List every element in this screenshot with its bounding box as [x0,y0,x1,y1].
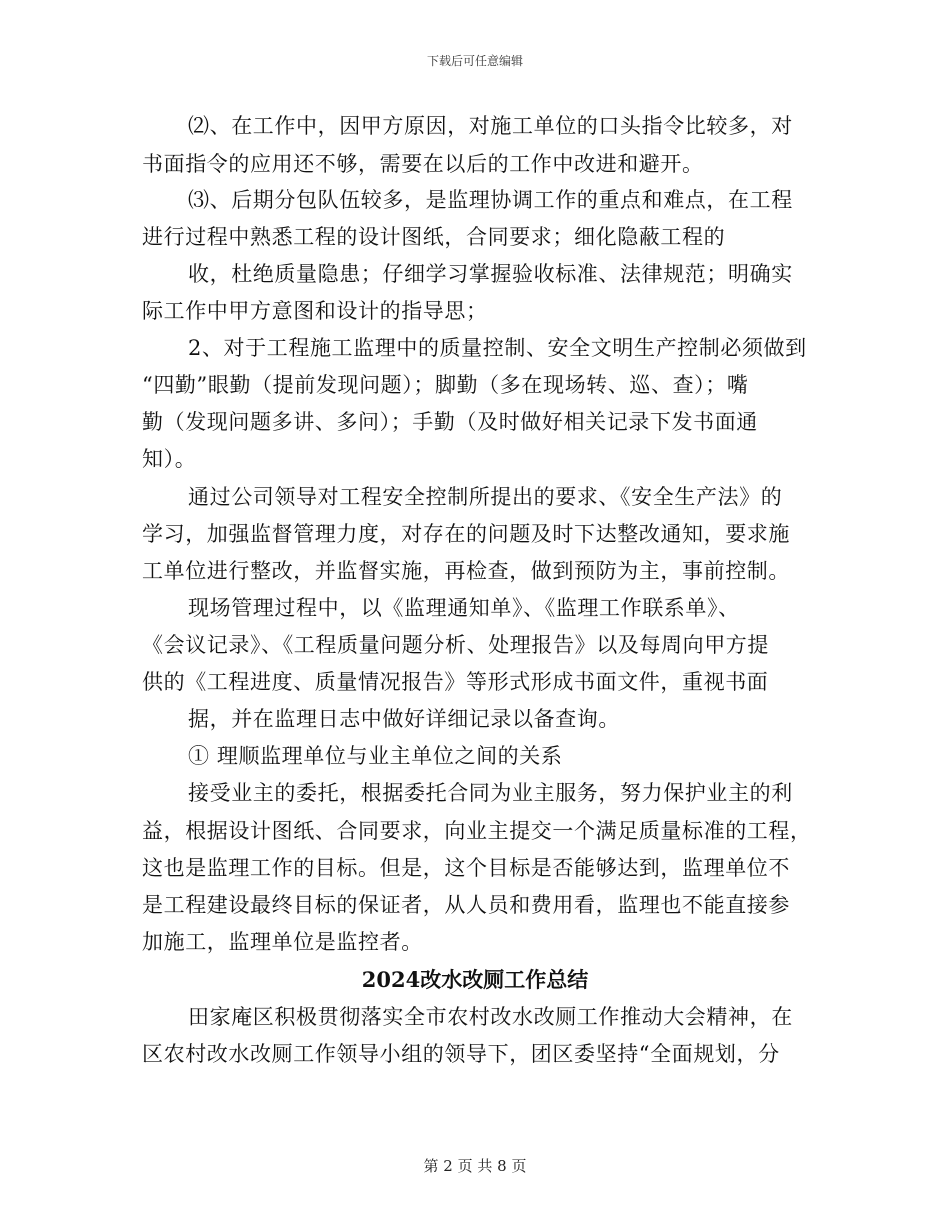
text-line: 据，并在监理日志中做好详细记录以备查询。 [188,707,620,731]
text-line: 书面指令的应用还不够，需要在以后的工作中改进和避开。 [142,152,704,176]
page-footer: 第 2 页 共 8 页 [423,1157,527,1175]
text-line: 加施工，监理单位是监控者。 [142,930,423,954]
text-line: 知）。 [142,447,197,471]
text-line: 学习，加强监督管理力度，对存在的问题及时下达整改通知，要求施 [142,522,790,546]
text-line: 际工作中甲方意图和设计的指导思； [142,299,488,323]
text-line: 是工程建设最终目标的保证者，从人员和费用看，监理也不能直接参 [142,893,790,917]
text-line: 2、对于工程施工监理中的质量控制、安全文明生产控制必须做到 [188,336,807,360]
text-line: 区农村改水改厕工作领导小组的领导下，团区委坚持“全面规划，分 [142,1042,780,1066]
text-line: 现场管理过程中，以《监理通知单》、《监理工作联系单》、 [188,596,740,620]
text-line: ① 理顺监理单位与业主单位之间的关系 [188,744,563,768]
text-line: 通过公司领导对工程安全控制所提出的要求、《安全生产法》的 [188,485,783,509]
text-line: ⑶、后期分包队伍较多，是监理协调工作的重点和难点，在工程 [188,188,793,212]
section-title: 2024改水改厕工作总结 [361,967,589,992]
text-line: 勤（发现问题多讲、多问）；手勤（及时做好相关记录下发书面通 [142,410,758,434]
text-line: 供的《工程进度、质量情况报告》等形式形成书面文件，重视书面 [142,670,769,694]
text-line: 收，杜绝质量隐患；仔细学习掌握验收标准、法律规范；明确实 [188,262,793,286]
text-line: 益，根据设计图纸、合同要求，向业主提交一个满足质量标准的工程， [142,819,812,843]
text-line: 工单位进行整改，并监督实施，再检查，做到预防为主，事前控制。 [142,559,790,583]
text-line: 接受业主的委托，根据委托合同为业主服务，努力保护业主的利 [188,781,793,805]
text-line: 《会议记录》、《工程质量问题分析、处理报告》以及每周向甲方提 [142,633,769,657]
page-header: 下载后可任意编辑 [426,54,523,68]
text-line: ⑵、在工作中，因甲方原因，对施工单位的口头指令比较多，对 [188,114,793,138]
text-line: 田家庵区积极贯彻落实全市农村改水改厕工作推动大会精神，在 [188,1005,793,1029]
text-line: 进行过程中熟悉工程的设计图纸，合同要求；细化隐蔽工程的 [142,225,726,249]
text-line: “四勤”眼勤（提前发现问题）；脚勤（多在现场转、巡、查）；嘴 [142,373,749,397]
text-line: 这也是监理工作的目标。但是，这个目标是否能够达到，监理单位不 [142,856,790,880]
